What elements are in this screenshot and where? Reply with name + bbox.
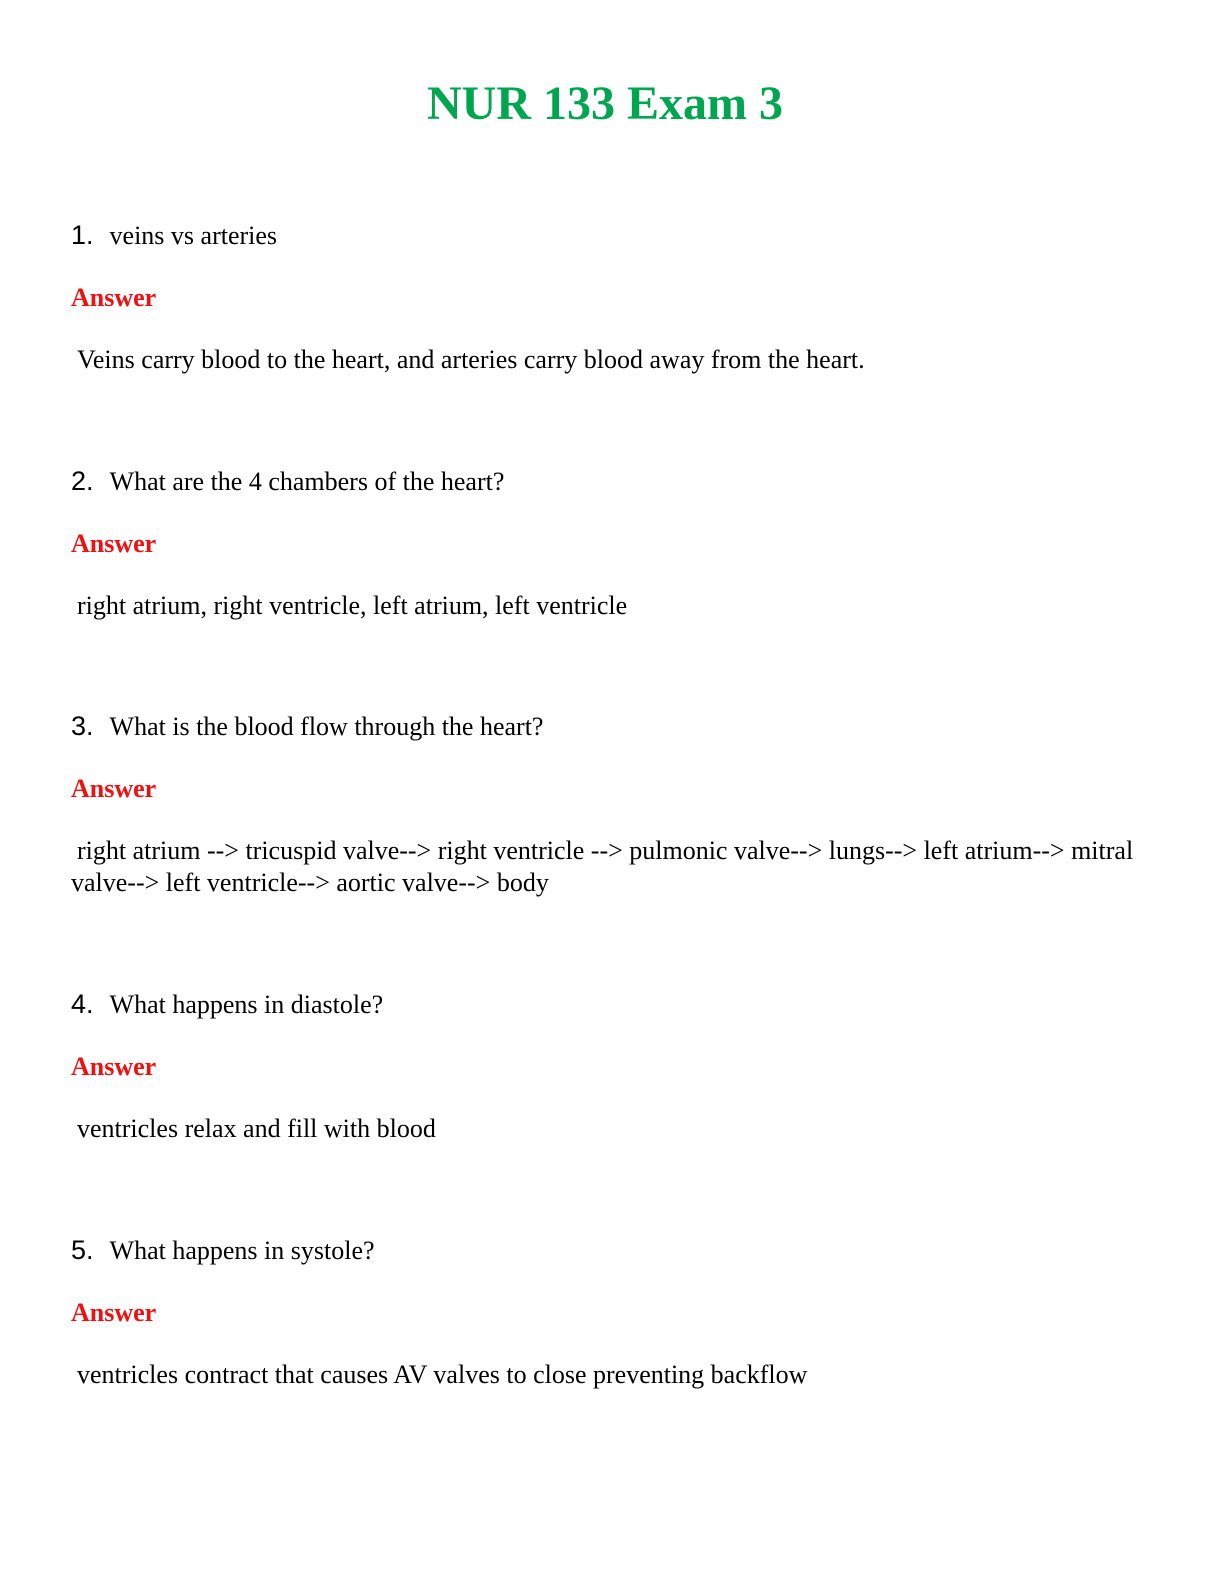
page-title: NUR 133 Exam 3 — [427, 77, 783, 130]
question-text: What are the 4 chambers of the heart? — [109, 467, 505, 496]
question — [71, 1233, 375, 1267]
question-text: What is the blood flow through the heart? — [109, 712, 544, 741]
question-number: 2. — [71, 466, 94, 496]
answer-text: ventricles relax and fill with blood — [77, 1114, 436, 1143]
question-number: 4. — [71, 989, 94, 1019]
question-text: What happens in systole? — [109, 1236, 375, 1265]
question — [71, 709, 543, 743]
question-number: 5. — [71, 1235, 94, 1265]
question — [71, 218, 277, 252]
answer-label: Answer — [71, 1298, 157, 1327]
answer-label: Answer — [71, 283, 157, 312]
answer-label: Answer — [71, 1052, 157, 1081]
question-number: 3. — [71, 711, 94, 741]
answer-text: right atrium, right ventricle, left atrium, left ventricle — [77, 591, 628, 620]
question — [71, 464, 504, 498]
answer-text: Veins carry blood to the heart, and arteries carry blood away from the heart. — [77, 345, 865, 374]
question-text: What happens in diastole? — [109, 990, 384, 1019]
answer-label: Answer — [71, 774, 157, 803]
question-number: 1. — [71, 220, 94, 250]
question-text: veins vs arteries — [109, 221, 278, 250]
answer-text: ventricles contract that causes AV valves to close preventing backflow — [77, 1360, 808, 1389]
answer-label: Answer — [71, 529, 157, 558]
question — [71, 987, 383, 1021]
answer-text: right atrium --> tricuspid valve--> right ventricle --> pulmonic valve--> lungs--> left atrium--> mitral valve--> left ventricle--> aortic valve--> body — [71, 836, 1134, 897]
